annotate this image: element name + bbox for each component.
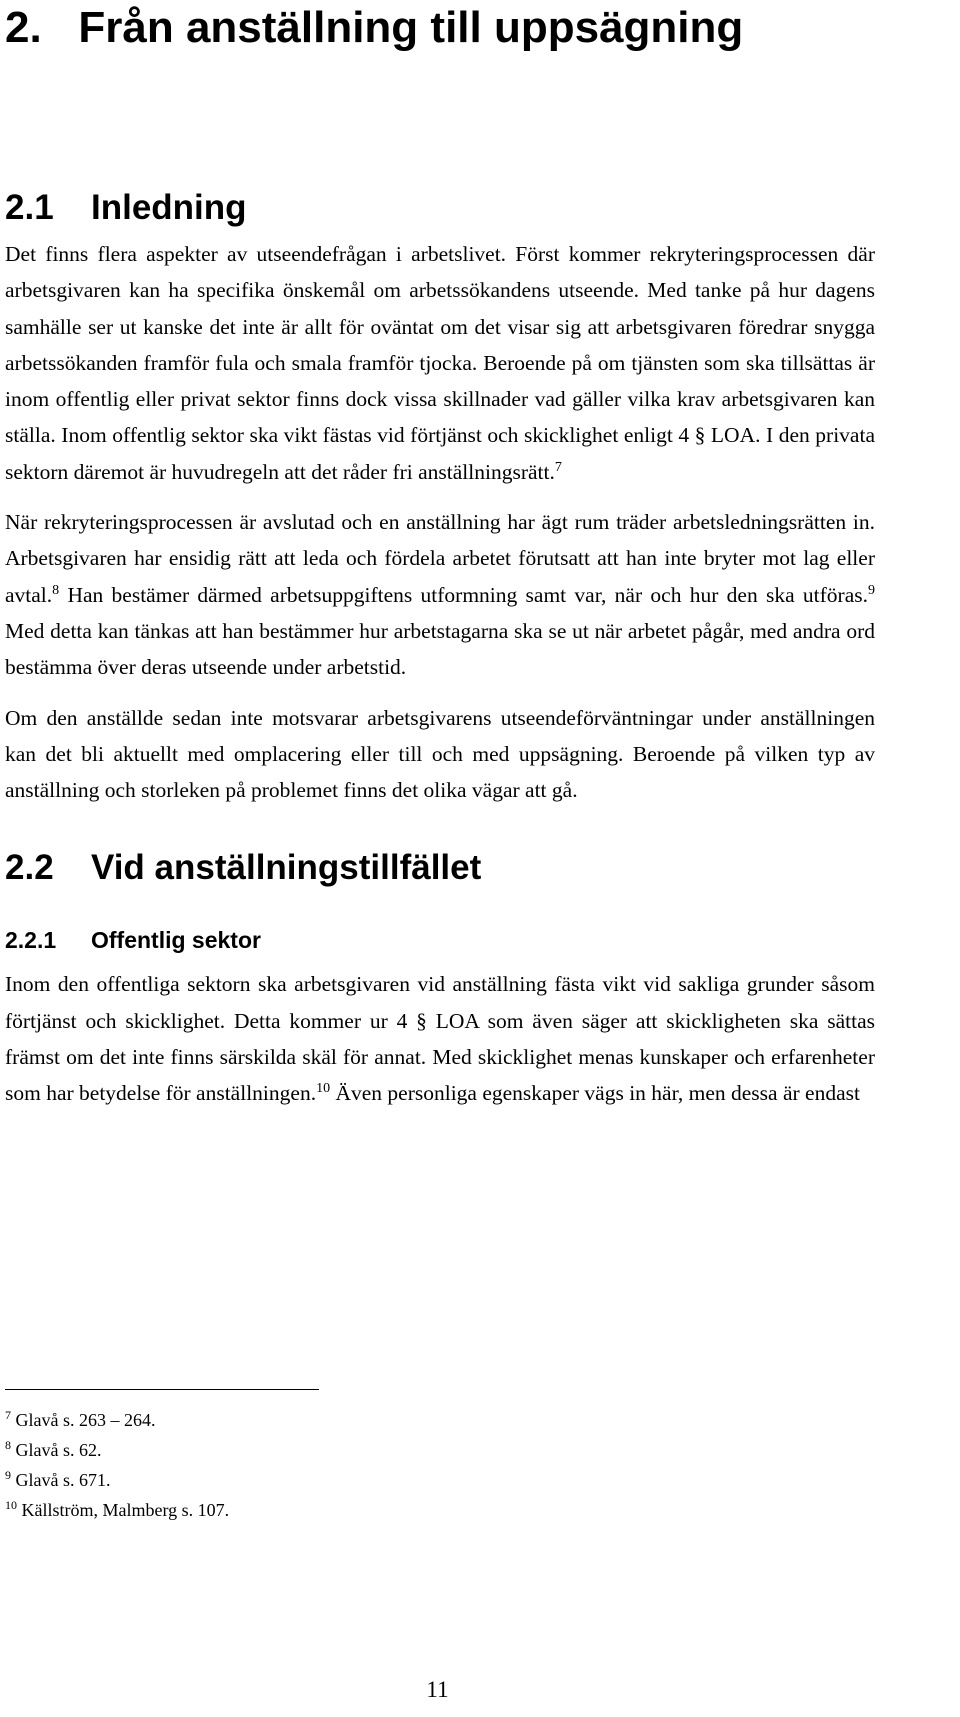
paragraph-text: Han bestämer därmed arbetsuppgiftens utformning samt var, när och hur den ska utföras. — [59, 582, 868, 607]
paragraph — [5, 504, 875, 685]
section-title: Offentlig sektor — [91, 927, 261, 954]
footnote-text: Glavå s. 263 – 264. — [11, 1410, 156, 1430]
footnotes — [5, 1405, 875, 1525]
section-heading-2-1 — [5, 188, 875, 228]
footnote-ref: 10 — [316, 1081, 331, 1097]
section-number: 2.2.1 — [5, 927, 57, 954]
footnote-text: Glavå s. 671. — [11, 1470, 111, 1490]
paragraph-text: Med detta kan tänkas att han bestämmer hur arbetstagarna ska se ut när arbetet pågår, med andra ord bestämma över deras utseende under arbetstid. — [5, 618, 875, 680]
footnote — [5, 1405, 875, 1435]
footnote-ref: 7 — [554, 459, 562, 475]
footnote-number: 7 — [5, 1408, 11, 1422]
footnote-number: 10 — [5, 1498, 17, 1512]
footnote-text: Glavå s. 62. — [11, 1440, 102, 1460]
section-title: Inledning — [91, 188, 247, 227]
paragraph — [5, 236, 875, 490]
footnote-separator — [5, 1389, 319, 1390]
footnote-number: 8 — [5, 1438, 11, 1452]
footnote — [5, 1465, 875, 1495]
footnote — [5, 1495, 875, 1525]
section-heading-2-2 — [5, 848, 875, 888]
footnote-ref: 9 — [868, 582, 875, 598]
section-title: Vid anställningstillfället — [91, 848, 482, 888]
page-number: 11 — [426, 1677, 449, 1702]
paragraph — [5, 966, 875, 1111]
section-number: 2.2 — [5, 848, 54, 888]
document-page — [5, 0, 875, 1112]
section-number: 2.1 — [5, 188, 54, 227]
chapter-heading: 2. Från anställning till uppsägning — [5, 3, 744, 52]
footnote — [5, 1435, 875, 1465]
footnote-text: Källström, Malmberg s. 107. — [17, 1500, 230, 1520]
paragraph-text: Inom den offentliga sektorn ska arbetsgivaren vid anställning fästa vikt vid sakliga grunder såsom förtjänst och skicklighet. Detta kommer ur 4 § LOA som även säger att skickligheten ska sättas främst om det inte finns särskilda skäl för annat. Med skicklighet menas kunskaper och erfarenheter som har betydelse för anställningen. — [5, 972, 875, 1106]
paragraph-text: När rekryteringsprocessen är avslutad och en anställning har ägt rum träder arbetsledningsrätten in. Arbetsgivaren har ensidig rätt att leda och fördela arbetet förutsatt att han inte bryter mot lag eller avtal. — [5, 510, 875, 607]
footnote-ref: 8 — [52, 582, 60, 598]
paragraph-text: Även personliga egenskaper vägs in här, men dessa är endast — [330, 1081, 860, 1106]
paragraph-text: Det finns flera aspekter av utseendefrågan i arbetslivet. Först kommer rekryteringsprocessen där arbetsgivaren kan ha specifika önskemål om arbetssökandens utseende. Med tanke på hur dagens samhälle ser ut kanske det inte är allt för oväntat om det visar sig att arbetsgivaren föredrar snygga arbetssökanden framför fula och smala framför tjocka. Beroende på om tjänsten som ska tillsättas är inom offentlig eller privat sektor finns dock vissa skillnader vad gäller vilka krav arbetsgivaren kan ställa. Inom offentlig sektor ska vikt fästas vid förtjänst och skicklighet enligt 4 § LOA. I den privata sektorn däremot är huvudregeln att det råder fri anställningsrätt. — [5, 242, 875, 484]
subsection-heading-2-2-1 — [5, 926, 875, 954]
paragraph: Om den anställde sedan inte motsvarar arbetsgivarens utseendeförväntningar under anställningen kan det bli aktuellt med omplacering eller till och med uppsägning. Beroende på vilken typ av anställning och storleken på problemet finns det olika vägar att gå. — [5, 705, 875, 803]
footnote-number: 9 — [5, 1468, 11, 1482]
